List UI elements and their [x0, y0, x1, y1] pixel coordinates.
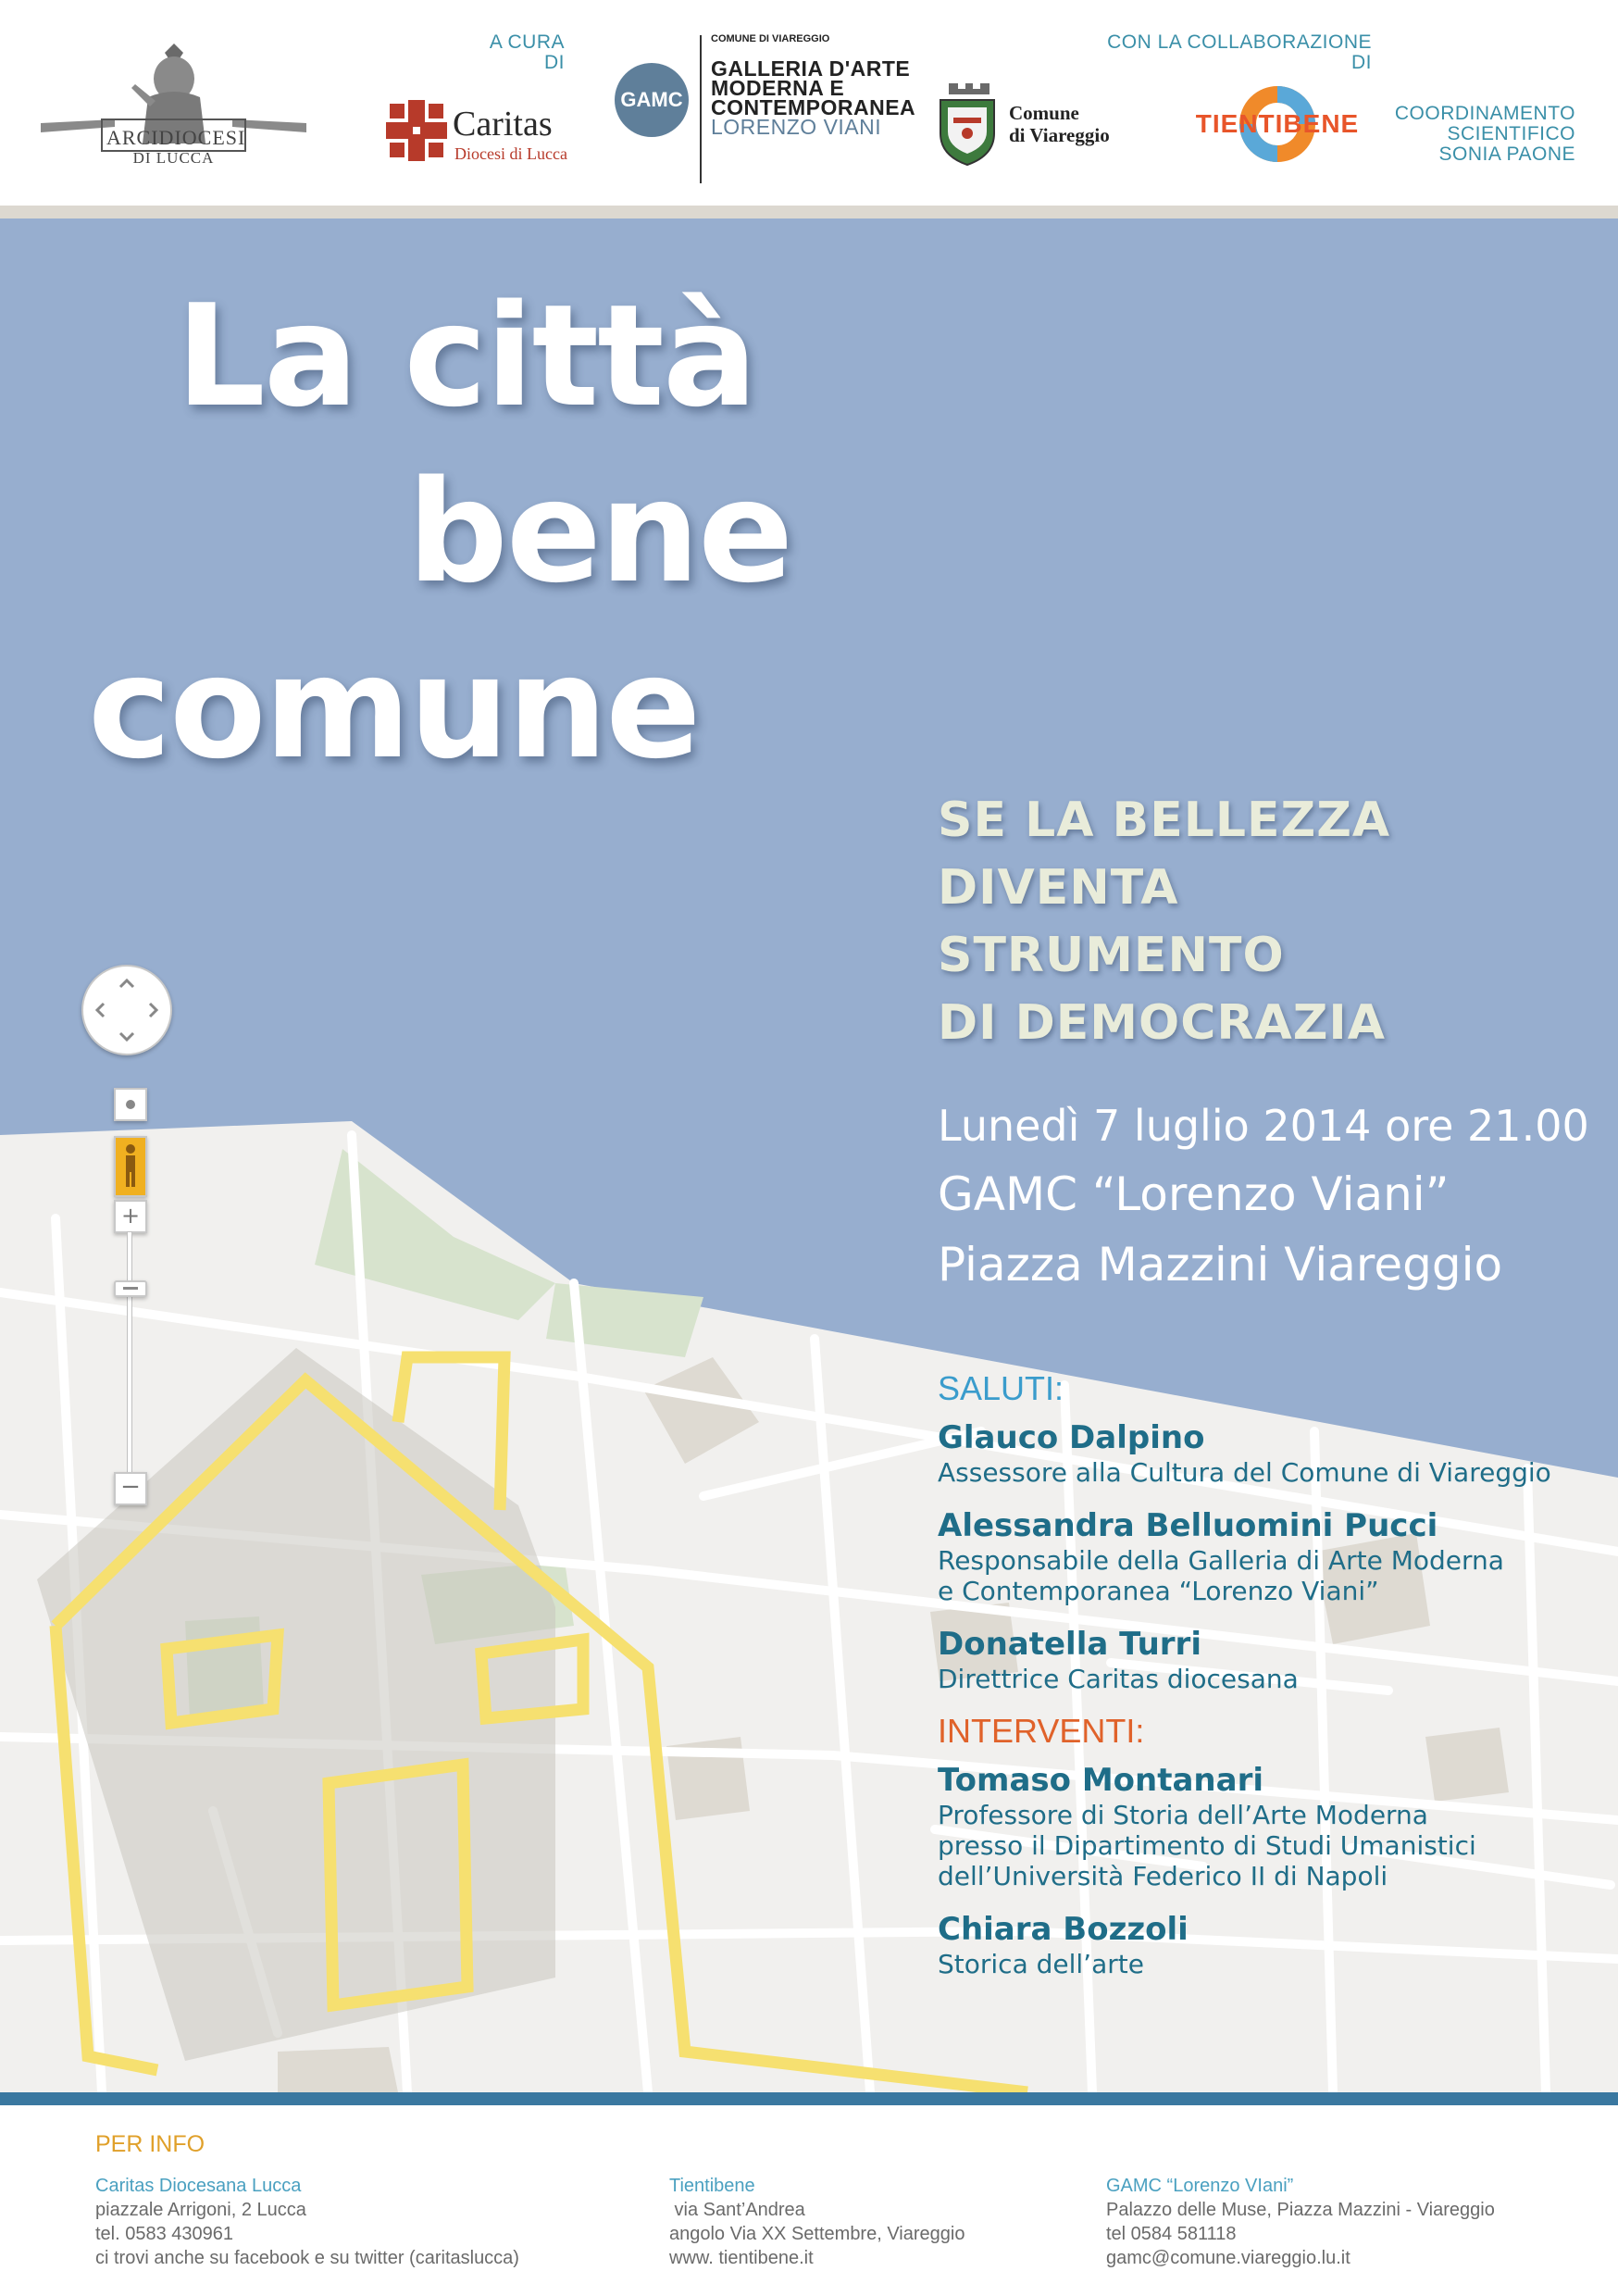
footer-line: angolo Via XX Settembre, Viareggio: [669, 2224, 965, 2244]
title-line-1: La città: [176, 274, 756, 438]
speaker-role: dell’Università Federico II di Napoli: [938, 1861, 1388, 1891]
speaker-name: Tomaso Montanari: [938, 1762, 1264, 1799]
subtitle-line-3: STRUMENTO: [938, 928, 1285, 983]
building: [278, 2047, 398, 2092]
caritas-sub: Diocesi di Lucca: [454, 144, 567, 163]
comune-logo: [935, 81, 1139, 174]
footer-col-tientibene: [669, 2174, 965, 2270]
speaker-role: Assessore alla Cultura del Comune di Viareggio: [938, 1457, 1551, 1488]
coordinamento-line-3: SONIA PAONE: [1438, 144, 1575, 165]
subtitle-line-1: SE LA BELLEZZA: [938, 792, 1391, 848]
gamc-logo: [613, 28, 916, 185]
header: [0, 0, 1618, 206]
title-line-3: comune: [88, 626, 700, 790]
caritas-cross-icon: [384, 98, 449, 163]
arcidiocesi-name: ARCIDIOCESI: [106, 126, 246, 149]
collab-label: CON LA COLLABORAZIONE DI: [1107, 31, 1372, 73]
event-venue: GAMC “Lorenzo Viani”: [938, 1167, 1450, 1221]
comune-line-1: Comune: [1009, 102, 1079, 124]
zoom-slider-track[interactable]: [127, 1231, 132, 1474]
comune-line-2: di Viareggio: [1009, 124, 1110, 146]
footer-line: ci trovi anche su facebook e su twitter (caritaslucca): [95, 2248, 519, 2268]
subtitle-line-4: DI DEMOCRAZIA: [938, 995, 1386, 1051]
speaker-role: Direttrice Caritas diocesana: [938, 1664, 1299, 1694]
pan-control-icon[interactable]: [81, 965, 172, 1055]
gamc-badge: GAMC: [615, 63, 689, 137]
gamc-divider: [700, 35, 702, 183]
gamc-line-2: MODERNA E: [711, 76, 845, 100]
locate-button[interactable]: [114, 1088, 147, 1121]
footer-col-title: Caritas Diocesana Lucca: [95, 2176, 302, 2196]
caritas-name: Caritas: [453, 105, 553, 144]
zoom-in-icon[interactable]: +: [114, 1200, 147, 1233]
footer-col-gamc: [1106, 2174, 1495, 2270]
pegman-icon[interactable]: [114, 1136, 147, 1197]
footer-link[interactable]: www. tientibene.it: [669, 2248, 814, 2268]
speaker-role: Responsabile della Galleria di Arte Moderna: [938, 1545, 1504, 1576]
gamc-top: COMUNE DI VIAREGGIO: [711, 33, 830, 44]
footer-line: Palazzo delle Muse, Piazza Mazzini - Viareggio: [1106, 2200, 1495, 2220]
event-date: Lunedì 7 luglio 2014 ore 21.00: [938, 1101, 1589, 1151]
footer-line: tel 0584 581118: [1106, 2224, 1237, 2244]
footer-line: tel. 0583 430961: [95, 2224, 234, 2244]
arcidiocesi-sub: DI LUCCA: [132, 149, 215, 167]
footer-line: piazzale Arrigoni, 2 Lucca: [95, 2200, 306, 2220]
zoom-slider-handle[interactable]: [114, 1280, 147, 1297]
speaker-role: presso il Dipartimento di Studi Umanistici: [938, 1830, 1476, 1861]
arcidiocesi-logo: [37, 42, 310, 171]
footer-line: via Sant’Andrea: [669, 2200, 805, 2220]
speaker-role: e Contemporanea “Lorenzo Viani”: [938, 1576, 1379, 1606]
footer-col-caritas: [95, 2174, 519, 2270]
speaker-name: Alessandra Belluomini Pucci: [938, 1507, 1438, 1544]
coordinamento-line-2: SCIENTIFICO: [1447, 123, 1575, 144]
speaker-name: Donatella Turri: [938, 1626, 1201, 1663]
title-line-2: bene: [407, 450, 792, 614]
zoom-out-icon[interactable]: −: [114, 1472, 147, 1505]
footer-divider: [0, 2092, 1618, 2105]
coat-of-arms-icon: [935, 81, 1000, 167]
gamc-line-3: CONTEMPORANEA: [711, 95, 916, 119]
speaker-role: Storica dell’arte: [938, 1949, 1144, 1979]
footer-col-title: Tientibene: [669, 2176, 755, 2196]
per-info-heading: PER INFO: [95, 2131, 205, 2157]
speaker-role: Professore di Storia dell’Arte Moderna: [938, 1800, 1428, 1830]
speaker-name: Chiara Bozzoli: [938, 1911, 1189, 1948]
speaker-name: Glauco Dalpino: [938, 1419, 1205, 1456]
caritas-logo: [384, 93, 569, 167]
program: [938, 1370, 1604, 1979]
footer-col-title: GAMC “Lorenzo VIani”: [1106, 2176, 1294, 2196]
header-divider: [0, 206, 1618, 218]
a-cura-label: A CURA DI: [489, 31, 565, 73]
locate-icon: [126, 1100, 135, 1109]
coordinamento-line-1: COORDINAMENTO: [1394, 103, 1575, 124]
footer-email-link[interactable]: gamc@comune.viareggio.lu.it: [1106, 2248, 1350, 2268]
tientibene-name: TIENTIBENE: [1195, 109, 1360, 138]
gamc-line-1: GALLERIA D'ARTE: [711, 56, 911, 81]
saluti-heading: SALUTI:: [938, 1369, 1064, 1407]
event-place: Piazza Mazzini Viareggio: [938, 1238, 1503, 1292]
subtitle-line-2: DIVENTA: [938, 860, 1179, 916]
footer: [0, 2105, 1618, 2296]
tientibene-logo: [1194, 85, 1361, 163]
gamc-line-4: LORENZO VIANI: [711, 115, 882, 139]
interventi-heading: INTERVENTI:: [938, 1712, 1145, 1750]
